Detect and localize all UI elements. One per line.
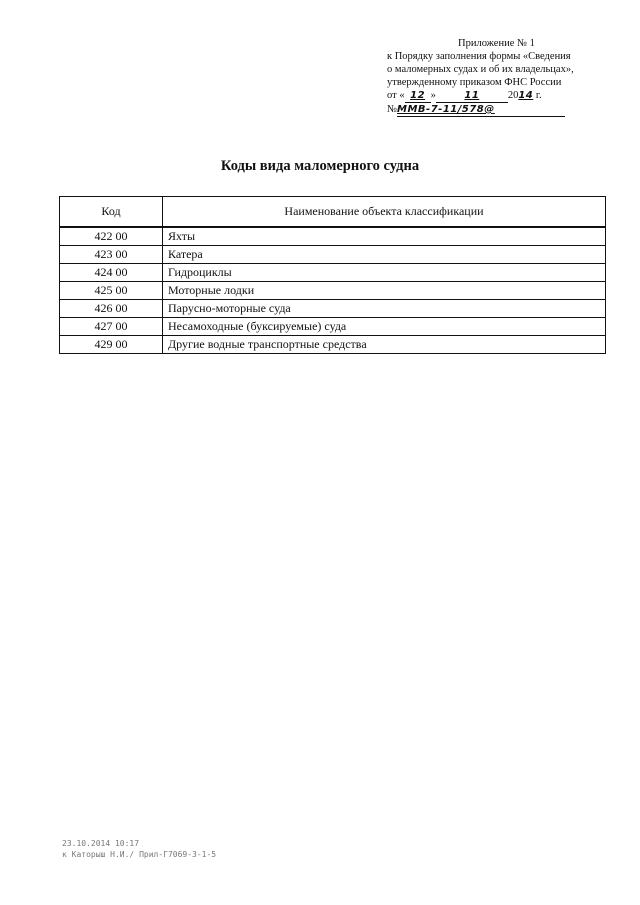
appendix-header xyxy=(387,37,587,117)
header-code: Код xyxy=(60,197,163,228)
appendix-title: Приложение № 1 xyxy=(458,38,535,49)
row-name: Моторные лодки xyxy=(163,282,606,300)
footer-stamp xyxy=(62,838,216,860)
table-row xyxy=(60,227,606,246)
row-code: 422 00 xyxy=(60,227,163,246)
row-name: Парусно-моторные суда xyxy=(163,300,606,318)
header-name: Наименование объекта классификации xyxy=(163,197,606,228)
codes-table xyxy=(59,196,606,354)
row-code: 423 00 xyxy=(60,246,163,264)
date-year: 14 xyxy=(518,90,534,101)
row-code: 427 00 xyxy=(60,318,163,336)
footer-file: к Каторыш Н.И./ Прил-Г7069-3-1-5 xyxy=(62,850,217,859)
date-prefix: от « xyxy=(387,90,405,101)
row-name: Яхты xyxy=(163,227,606,246)
date-suffix: г. xyxy=(533,90,542,101)
table-row xyxy=(60,300,606,318)
table-row xyxy=(60,264,606,282)
row-name: Другие водные транспортные средства xyxy=(163,336,606,354)
appendix-line-1: к Порядку заполнения формы «Сведения xyxy=(387,51,571,62)
appendix-number xyxy=(387,103,587,117)
table-header-row xyxy=(60,197,606,228)
table-row xyxy=(60,246,606,264)
footer-timestamp: 23.10.2014 10:17 xyxy=(62,839,140,848)
document-title: Коды вида маломерного судна xyxy=(220,158,420,174)
row-name: Катера xyxy=(163,246,606,264)
date-month: 11 xyxy=(464,90,480,101)
date-year-prefix: 20 xyxy=(507,90,519,101)
date-day-field xyxy=(405,89,431,103)
row-code: 429 00 xyxy=(60,336,163,354)
date-month-field xyxy=(436,89,508,103)
order-number: ММВ-7-11/578@ xyxy=(397,104,495,115)
row-code: 424 00 xyxy=(60,264,163,282)
appendix-date xyxy=(387,89,587,103)
table-row xyxy=(60,282,606,300)
date-mid: » xyxy=(430,90,436,101)
appendix-line-2: о маломерных судах и об их владельцах», xyxy=(387,64,574,75)
table-row xyxy=(60,336,606,354)
date-day: 12 xyxy=(410,90,426,101)
table-row xyxy=(60,318,606,336)
row-name: Несамоходные (буксируемые) суда xyxy=(163,318,606,336)
row-code: 426 00 xyxy=(60,300,163,318)
row-code: 425 00 xyxy=(60,282,163,300)
number-prefix: № xyxy=(387,104,398,115)
number-field xyxy=(397,103,565,117)
appendix-line-3: утвержденному приказом ФНС России xyxy=(387,77,562,88)
row-name: Гидроциклы xyxy=(163,264,606,282)
